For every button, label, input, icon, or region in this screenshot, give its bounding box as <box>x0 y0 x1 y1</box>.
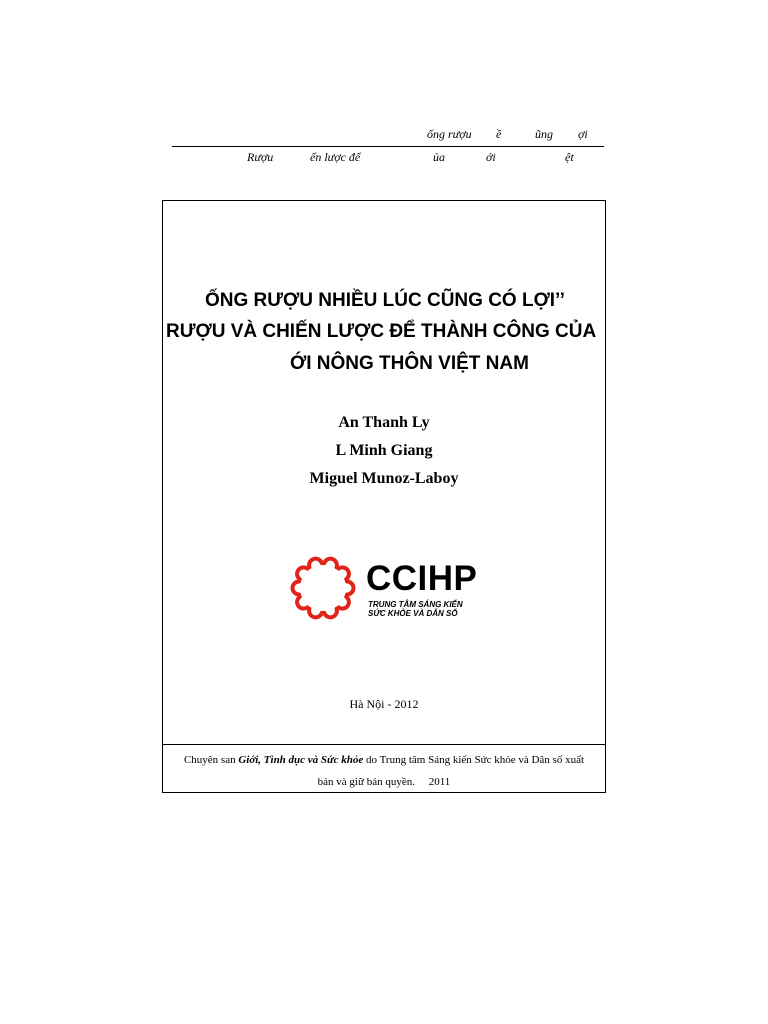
emblem-segment <box>324 609 338 619</box>
author-name: L Minh Giang <box>335 442 433 459</box>
header-text: ống rượu <box>427 127 472 141</box>
logo-wordmark: CCIHP <box>366 559 478 598</box>
logo-subtitle: SỨC KHỎE VÀ DÂN SỐ <box>368 609 458 618</box>
ccihp-emblem-icon <box>290 555 356 621</box>
author-name: An Thanh Ly <box>338 414 430 431</box>
header-text: ề <box>496 127 502 141</box>
footer-prefix: Chuyên san <box>183 754 239 766</box>
emblem-segment <box>324 557 338 567</box>
header-text: ến lược để <box>310 150 361 164</box>
header-text: ệt <box>565 150 574 164</box>
footer-suffix: do Trung tâm Sáng kiến Sức khỏe và Dân số xuất <box>363 754 585 766</box>
footer-line-1 <box>162 754 606 766</box>
title-line-2: RƯỢU VÀ CHIẾN LƯỢC ĐỂ THÀNH CÔNG CỦA <box>166 321 597 342</box>
footer-divider <box>162 744 605 745</box>
emblem-segment <box>307 609 321 619</box>
emblem-segment <box>295 597 308 611</box>
place-date: Hà Nội - 2012 <box>349 697 419 711</box>
emblem-segment <box>339 597 352 611</box>
header-text: ới <box>486 150 496 164</box>
title-line-3: ỚI NÔNG THÔN VIỆT NAM <box>290 353 529 374</box>
footer-line-2: bản và giữ bản quyền. 2011 <box>317 776 451 788</box>
emblem-segment <box>339 565 352 579</box>
header-text: ũng <box>535 127 553 141</box>
emblem-segment <box>293 582 300 595</box>
header-rule <box>172 146 604 147</box>
header-text: ợi <box>578 127 588 141</box>
author-name: Miguel Munoz-Laboy <box>309 470 459 487</box>
emblem-segment <box>347 582 354 595</box>
emblem-segment <box>307 557 321 567</box>
header-text: Rượu <box>247 150 274 164</box>
logo-subtitle: TRUNG TÂM SÁNG KIẾN <box>368 600 463 609</box>
title-line-1: ỐNG RƯỢU NHIỀU LÚC CŨNG CÓ LỢI’’ <box>205 290 565 311</box>
footer-series: Giới, Tình dục và Sức khỏe <box>238 754 364 766</box>
emblem-segment <box>295 565 308 579</box>
header-text: ủa <box>433 150 445 164</box>
ccihp-logo <box>290 553 480 623</box>
